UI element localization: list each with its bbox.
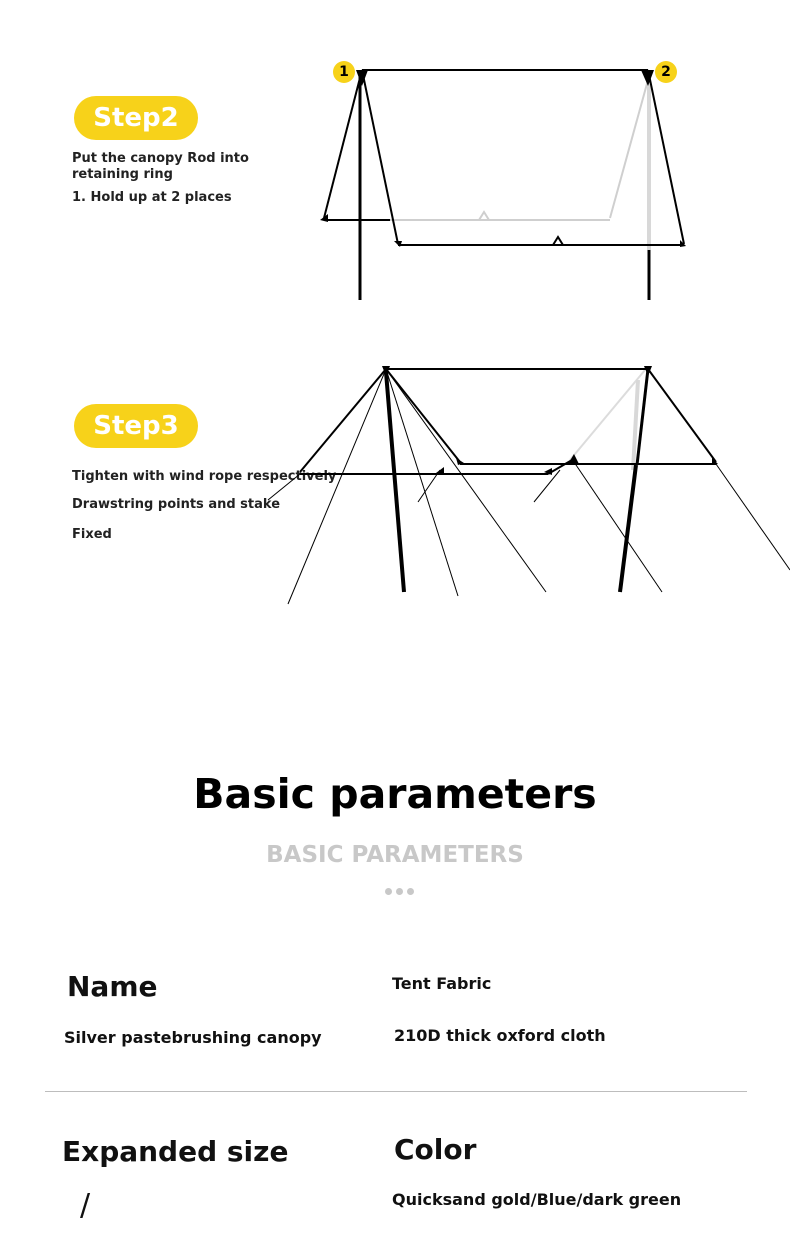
divider bbox=[45, 1091, 747, 1092]
fabric-label: Tent Fabric bbox=[392, 974, 492, 993]
marker-2-label: 2 bbox=[661, 64, 671, 80]
name-label: Name bbox=[67, 970, 158, 1003]
marker-1-label: 1 bbox=[339, 64, 349, 80]
dot-icon bbox=[385, 888, 392, 895]
step3-instruction-2: Drawstring points and stake bbox=[72, 497, 281, 512]
name-value: Silver pastebrushing canopy bbox=[64, 1028, 322, 1047]
section-title: Basic parameters bbox=[193, 770, 597, 818]
expanded-size-label: Expanded size bbox=[62, 1135, 289, 1168]
color-value: Quicksand gold/Blue/dark green bbox=[392, 1190, 682, 1209]
step3-canopy-diagram bbox=[265, 355, 790, 610]
section-subtitle: BASIC PARAMETERS bbox=[266, 842, 524, 868]
step2-badge: Step2 bbox=[74, 96, 198, 140]
step2-hold-up-note: 1. Hold up at 2 places bbox=[72, 190, 232, 205]
step3-instruction-3: Fixed bbox=[72, 527, 112, 542]
color-label: Color bbox=[394, 1133, 477, 1166]
expanded-size-value: / bbox=[80, 1188, 91, 1223]
dot-icon bbox=[396, 888, 403, 895]
step3-badge: Step3 bbox=[74, 404, 198, 448]
step3-instruction-1: Tighten with wind rope respectively bbox=[72, 469, 337, 484]
decorative-dots bbox=[385, 880, 418, 899]
dot-icon bbox=[407, 888, 414, 895]
fabric-value: 210D thick oxford cloth bbox=[394, 1026, 606, 1045]
marker-2-badge bbox=[655, 61, 677, 83]
step2-instruction: Put the canopy Rod into retaining ring bbox=[72, 151, 249, 182]
marker-1-badge bbox=[333, 61, 355, 83]
step2-canopy-diagram bbox=[300, 55, 710, 305]
